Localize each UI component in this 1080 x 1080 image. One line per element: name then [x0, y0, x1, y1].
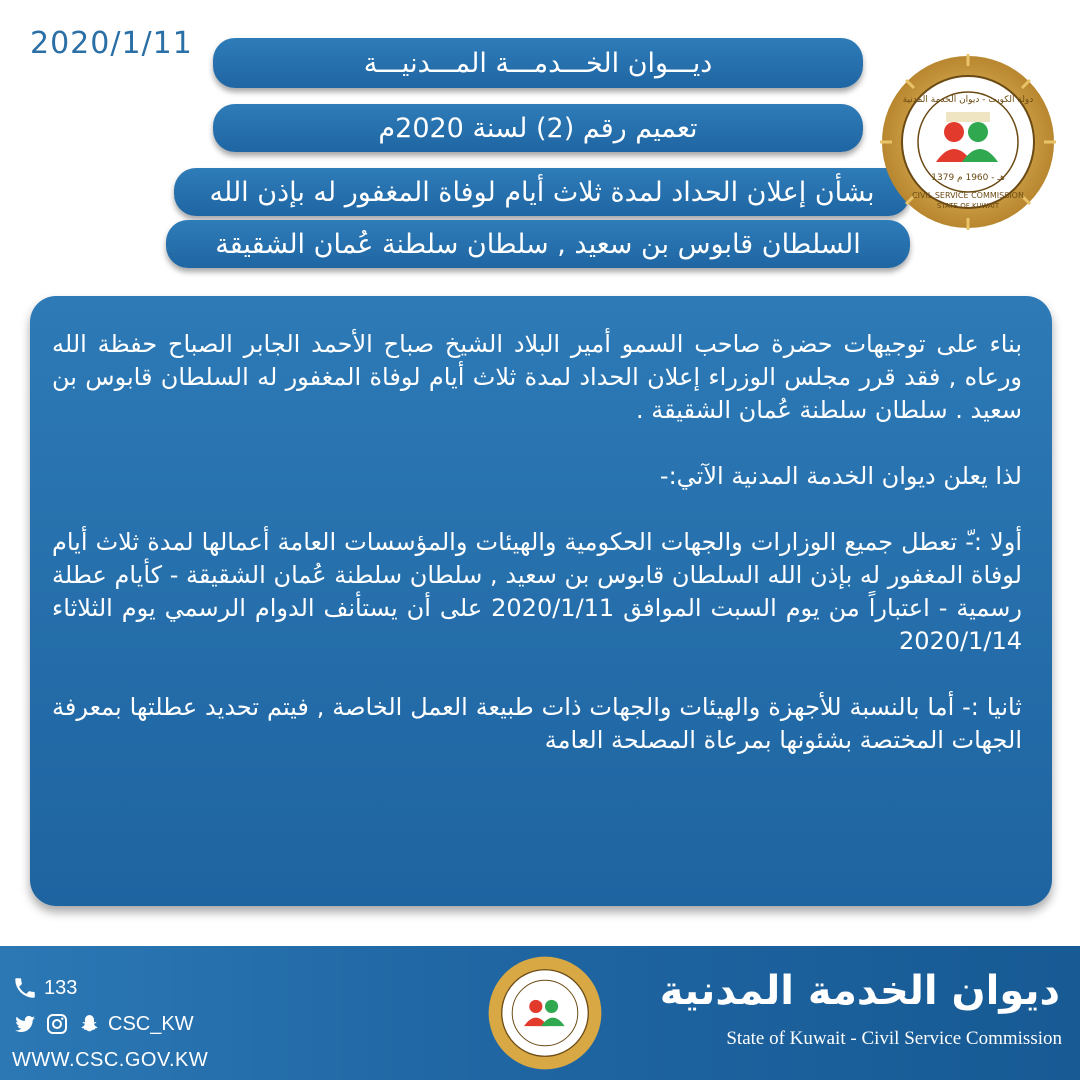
- instagram-icon[interactable]: [44, 1012, 70, 1036]
- paragraph-second-item: ثانيا :- أما بالنسبة للأجهزة والهيئات والجهات ذات طبيعة العمل الخاصة , فيتم تحديد عطلتها بمعرفة الجهات المختصة بشئونها بمرعاة المصلحة العامة: [52, 693, 1022, 754]
- paragraph-intro: بناء على توجيهات حضرة صاحب السمو أمير البلاد الشيخ صباح الأحمد الجابر الصباح حفظة الله ورعاه , فقد قرر مجلس الوزراء إعلان الحداد لمدة ثلاث أيام لوفاة المغفور له السلطان قابوس بن سعيد . سلطان سلطنة عُمان الشقيقة .: [52, 330, 1022, 424]
- snapchat-icon[interactable]: [76, 1012, 102, 1036]
- seal-years: 1379 هـ - 1960 م: [931, 173, 1005, 183]
- seal-ring-text: CIVIL SERVICE COMMISSION: [912, 191, 1024, 200]
- subject-banner-line1: [174, 168, 910, 216]
- social-handle: CSC_KW: [108, 1012, 194, 1035]
- seal-top-text: دولة الكويت - ديوان الخدمة المدنية: [902, 95, 1034, 105]
- header-title-banner: [213, 38, 863, 88]
- twitter-icon[interactable]: [12, 1012, 38, 1036]
- civil-service-seal-logo: [878, 52, 1058, 232]
- paragraph-announcement: لذا يعلن ديوان الخدمة المدنية الآتي:-: [659, 462, 1022, 490]
- footer-bar: [0, 946, 1080, 1080]
- announcement-date: 2020/1/11: [30, 26, 193, 61]
- footer-seal-logo: [486, 954, 604, 1072]
- announcement-body-panel: [30, 296, 1052, 906]
- footer-org-name-english: State of Kuwait - Civil Service Commission: [726, 1028, 1062, 1049]
- circular-number-banner: [213, 104, 863, 152]
- subject-line1: بشأن إعلان الحداد لمدة ثلاث أيام لوفاة المغفور له بإذن الله: [209, 176, 875, 208]
- footer-org-name-arabic: ديوان الخدمة المدنية: [659, 968, 1060, 1014]
- seal-bottom-text: STATE OF KUWAIT: [936, 202, 1000, 210]
- subject-banner-line2: [166, 220, 910, 268]
- phone-number: 133: [44, 976, 78, 999]
- circular-number: تعميم رقم (2) لسنة 2020م: [378, 112, 698, 144]
- paragraph-first-item: أولا :-ّ تعطل جميع الوزارات والجهات الحكومية والهيئات والمؤسسات العامة أعمالها لمدة ثلاث أيام لوفاة المغفور له بإذن الله السلطان قابوس بن سعيد , سلطان سلطنة عُمان الشقيقة - كأيام عطلة رسمية - اعتباراً من يوم السبت الموافق 2020/1/11 على أن يستأنف الدوام الرسمي يوم الثلاثاء 2020/1/14: [52, 528, 1022, 655]
- subject-line2: السلطان قابوس بن سعيد , سلطان سلطنة عُمان الشقيقة: [215, 228, 861, 260]
- website-link[interactable]: WWW.CSC.GOV.KW: [12, 1048, 209, 1071]
- phone-icon: [12, 975, 38, 1001]
- header-title: ديـــوان الخـــدمـــة المـــدنيـــة: [363, 47, 713, 79]
